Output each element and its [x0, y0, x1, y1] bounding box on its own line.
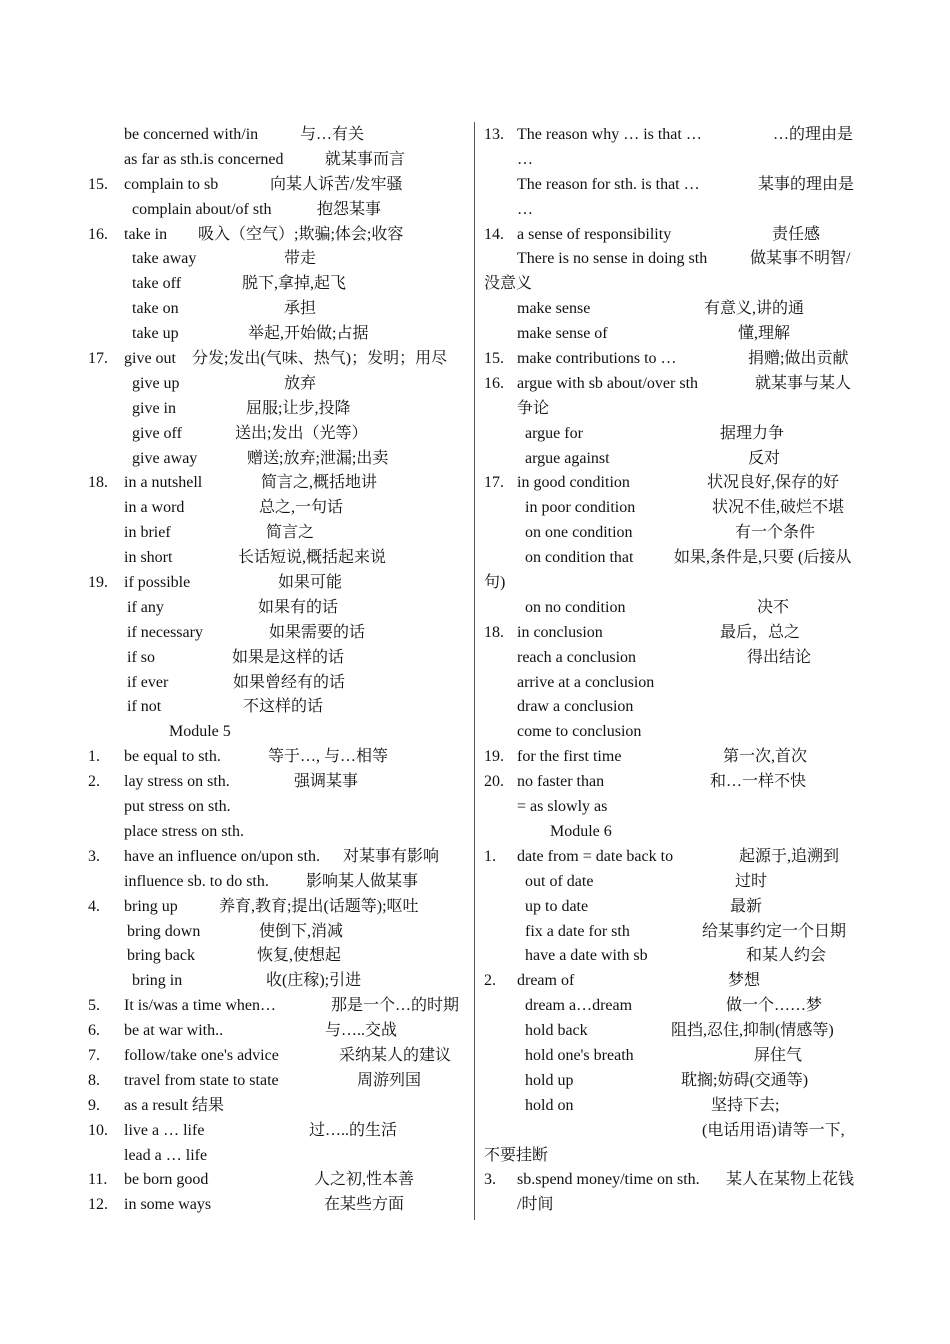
- phrase-text: 争论: [517, 399, 550, 417]
- item-number: 18.: [484, 623, 504, 641]
- item-number: 14.: [484, 225, 504, 243]
- item-number: 3.: [484, 1171, 496, 1189]
- vocab-line: [88, 621, 470, 646]
- phrase-meaning: 人之初,性本善: [314, 1171, 415, 1189]
- vocab-line: [88, 322, 470, 347]
- phrase-meaning: 脱下,拿掉,起飞: [242, 275, 347, 293]
- phrase-meaning: 等于…, 与…相等: [268, 748, 389, 766]
- vocab-line: [88, 272, 470, 297]
- phrase-meaning: 如果曾经有的话: [233, 673, 346, 691]
- phrase-text: arrive at a conclusion: [517, 673, 655, 691]
- phrase-text: take off: [132, 275, 182, 293]
- phrase-text: live a … life: [124, 1121, 205, 1139]
- right-column: [484, 123, 864, 1218]
- phrase-text: in poor condition: [525, 499, 636, 517]
- phrase-meaning: 向某人诉苦/发牢骚: [270, 175, 403, 193]
- phrase-text: if possible: [124, 574, 191, 592]
- phrase-meaning: 放弃: [284, 374, 317, 392]
- vocab-line: [88, 671, 470, 696]
- item-number: 17.: [88, 350, 108, 368]
- vocab-line: [88, 745, 470, 770]
- phrase-meaning: 承担: [284, 300, 317, 318]
- phrase-text: …: [517, 150, 533, 168]
- phrase-meaning: 过时: [735, 872, 768, 890]
- phrase-text: 没意义: [484, 275, 533, 293]
- item-number: 16.: [88, 225, 108, 243]
- item-number: 3.: [88, 847, 100, 865]
- vocab-line: [484, 272, 864, 297]
- phrase-meaning: 最后，总之: [720, 623, 801, 641]
- phrase-meaning: 最新: [730, 897, 763, 915]
- phrase-meaning: 过…..的生活: [309, 1121, 398, 1139]
- item-number: 11.: [88, 1171, 108, 1189]
- phrase-text: lead a … life: [124, 1146, 208, 1164]
- phrase-meaning: 据理力争: [720, 424, 785, 442]
- phrase-text: reach a conclusion: [517, 648, 637, 666]
- vocab-line: [484, 920, 864, 945]
- phrase-text: bring back: [127, 947, 195, 965]
- phrase-text: no faster than: [517, 773, 605, 791]
- phrase-meaning: 屈服;让步,投降: [246, 399, 351, 417]
- phrase-meaning: 得出结论: [747, 648, 812, 666]
- phrase-meaning: 状况良好,保存的好: [707, 474, 840, 492]
- vocab-line: [484, 969, 864, 994]
- phrase-text: on condition that: [525, 549, 634, 567]
- phrase-text: 句): [484, 574, 506, 592]
- phrase-text: in conclusion: [517, 623, 603, 641]
- phrase-meaning: 做一个……梦: [726, 997, 823, 1015]
- item-number: 15.: [484, 350, 504, 368]
- vocab-line: [484, 223, 864, 248]
- vocab-line: [484, 994, 864, 1019]
- vocab-line: [484, 1168, 864, 1193]
- item-number: 12.: [88, 1196, 108, 1214]
- phrase-text: in brief: [124, 524, 171, 542]
- vocab-line: [88, 770, 470, 795]
- phrase-text: date from = date back to: [517, 847, 674, 865]
- vocab-line: [88, 1144, 470, 1169]
- phrase-meaning: 某人在某物上花钱: [726, 1171, 855, 1189]
- vocab-line: [484, 123, 864, 148]
- vocab-line: [484, 1193, 864, 1218]
- phrase-meaning: 给某事约定一个日期: [702, 922, 847, 940]
- phrase-meaning: 收(庄稼);引进: [266, 972, 362, 990]
- phrase-text: if ever: [127, 673, 169, 691]
- phrase-text: out of date: [525, 872, 594, 890]
- vocab-line: [88, 247, 470, 272]
- phrase-text: sb.spend money/time on sth.: [517, 1171, 700, 1189]
- item-number: 1.: [484, 847, 496, 865]
- module-heading: Module 6: [550, 822, 612, 840]
- vocab-line: [88, 870, 470, 895]
- phrase-meaning: 长话短说,概括起来说: [238, 549, 387, 567]
- phrase-meaning: …的理由是: [773, 126, 854, 143]
- phrase-meaning: 阻挡,忍住,抑制(情感等): [671, 1022, 834, 1040]
- item-number: 2.: [88, 773, 100, 791]
- vocab-line: [484, 521, 864, 546]
- vocab-line: [484, 347, 864, 372]
- vocab-line: [484, 621, 864, 646]
- phrase-text: have a date with sb: [525, 947, 648, 965]
- vocab-line: [484, 372, 864, 397]
- phrase-text: The reason why … is that …: [517, 126, 702, 143]
- phrase-text: dream a…dream: [525, 997, 633, 1015]
- phrase-text: give out: [124, 350, 176, 368]
- phrase-meaning: 有一个条件: [735, 524, 816, 542]
- phrase-text: 不要挂断: [484, 1146, 549, 1164]
- phrase-text: up to date: [525, 897, 589, 915]
- vocab-line: [484, 770, 864, 795]
- phrase-meaning: 对某事有影响: [343, 847, 440, 865]
- phrase-text: take in: [124, 225, 168, 243]
- vocab-line: [484, 148, 864, 173]
- vocab-line: [484, 695, 864, 720]
- phrase-meaning: 如果有的话: [258, 598, 339, 616]
- phrase-meaning: 屏住气: [754, 1046, 803, 1064]
- phrase-text: It is/was a time when…: [124, 997, 276, 1015]
- phrase-meaning: 强调某事: [294, 773, 359, 791]
- vocab-line: [484, 795, 864, 820]
- module-heading: Module 5: [169, 723, 231, 741]
- vocab-line: [484, 571, 864, 596]
- phrase-meaning: 恢复,使想起: [257, 947, 342, 965]
- phrase-meaning: 使倒下,消减: [259, 922, 344, 940]
- phrase-text: give off: [132, 424, 182, 442]
- item-number: 10.: [88, 1121, 108, 1139]
- phrase-meaning: 就某事而言: [325, 150, 406, 168]
- phrase-meaning: 梦想: [728, 972, 761, 990]
- item-number: 2.: [484, 972, 496, 990]
- vocab-line: [88, 347, 470, 372]
- item-number: 20.: [484, 773, 504, 791]
- phrase-meaning: 第一次,首次: [723, 748, 808, 766]
- phrase-meaning: 赠送;放弃;泄漏;出卖: [247, 449, 389, 467]
- phrase-text: if any: [127, 598, 164, 616]
- phrase-meaning: 简言之: [266, 524, 315, 542]
- phrase-text: The reason for sth. is that …: [517, 175, 700, 193]
- phrase-meaning: 送出;发出（光等）: [235, 424, 368, 442]
- phrase-text: be concerned with/in: [124, 126, 259, 143]
- phrase-text: There is no sense in doing sth: [517, 250, 708, 268]
- phrase-meaning: 吸入（空气）;欺骗;体会;收容: [198, 225, 404, 243]
- phrase-text: influence sb. to do sth.: [124, 872, 269, 890]
- phrase-meaning: 如果需要的话: [269, 623, 366, 641]
- phrase-meaning: 与…..交战: [325, 1022, 398, 1040]
- phrase-text: take on: [132, 300, 179, 318]
- phrase-text: argue against: [525, 449, 610, 467]
- phrase-meaning: 在某些方面: [324, 1196, 405, 1214]
- vocab-line: [88, 895, 470, 920]
- phrase-meaning: 影响某人做某事: [306, 872, 419, 890]
- item-number: 6.: [88, 1022, 100, 1040]
- vocab-line: [88, 695, 470, 720]
- phrase-text: put stress on sth.: [124, 798, 231, 816]
- phrase-meaning: 与…有关: [300, 126, 365, 143]
- vocab-line: [88, 297, 470, 322]
- phrase-text: hold on: [525, 1096, 574, 1114]
- phrase-meaning: 懂,理解: [738, 325, 791, 343]
- vocab-line: [484, 870, 864, 895]
- item-number: 17.: [484, 474, 504, 492]
- phrase-text: if necessary: [127, 623, 203, 641]
- phrase-meaning: 不这样的话: [243, 698, 324, 716]
- left-column: [88, 123, 470, 1218]
- phrase-text: complain to sb: [124, 175, 219, 193]
- phrase-meaning: 简言之,概括地讲: [261, 474, 378, 492]
- phrase-text: give up: [132, 374, 180, 392]
- vocab-line: [88, 1119, 470, 1144]
- phrase-meaning: 责任感: [772, 225, 821, 243]
- vocab-line: [484, 1144, 864, 1169]
- vocab-line: [484, 1094, 864, 1119]
- vocab-line: [88, 496, 470, 521]
- item-number: 4.: [88, 897, 100, 915]
- vocab-line: [88, 845, 470, 870]
- phrase-text: travel from state to state: [124, 1071, 279, 1089]
- phrase-meaning: 那是一个…的时期: [331, 997, 460, 1015]
- vocab-line: [88, 447, 470, 472]
- phrase-text: fix a date for sth: [525, 922, 630, 940]
- vocab-line: [484, 1069, 864, 1094]
- phrase-text: give away: [132, 449, 198, 467]
- vocab-line: [88, 546, 470, 571]
- phrase-text: bring down: [127, 922, 201, 940]
- vocab-line: [88, 969, 470, 994]
- phrase-text: in a nutshell: [124, 474, 203, 492]
- phrase-meaning: 养育,教育;提出(话题等);呕吐: [219, 897, 419, 915]
- phrase-text: make contributions to …: [517, 350, 677, 368]
- phrase-text: …: [517, 200, 533, 218]
- vocab-line: [484, 397, 864, 422]
- phrase-text: bring up: [124, 897, 178, 915]
- phrase-meaning: 采纳某人的建议: [339, 1046, 452, 1064]
- vocab-line: [88, 397, 470, 422]
- phrase-meaning: 状况不佳,破烂不堪: [712, 499, 845, 517]
- item-number: 1.: [88, 748, 100, 766]
- vocab-line: [88, 1069, 470, 1094]
- vocab-line: [88, 994, 470, 1019]
- vocab-line: [88, 123, 470, 148]
- phrase-text: argue for: [525, 424, 583, 442]
- vocab-line: [484, 1044, 864, 1069]
- item-number: 18.: [88, 474, 108, 492]
- phrase-meaning: 耽搁;妨碍(交通等): [681, 1071, 809, 1089]
- phrase-meaning: 和某人约会: [746, 947, 827, 965]
- phrase-meaning: 如果是这样的话: [232, 648, 345, 666]
- phrase-text: on one condition: [525, 524, 633, 542]
- item-number: 13.: [484, 126, 504, 143]
- phrase-text: = as slowly as: [517, 798, 608, 816]
- column-divider: [474, 122, 475, 1220]
- phrase-meaning: 就某事与某人: [755, 374, 852, 392]
- vocab-line: [88, 372, 470, 397]
- vocab-line: [88, 148, 470, 173]
- phrase-text: draw a conclusion: [517, 698, 634, 716]
- item-number: 19.: [88, 574, 108, 592]
- vocab-line: [484, 471, 864, 496]
- phrase-meaning: 捐赠;做出贡献: [748, 350, 849, 368]
- item-number: 8.: [88, 1071, 100, 1089]
- vocab-line: [484, 646, 864, 671]
- item-number: 7.: [88, 1046, 100, 1064]
- vocab-line: [484, 1119, 864, 1144]
- vocab-line: [88, 173, 470, 198]
- vocab-line: [88, 422, 470, 447]
- phrase-text: be born good: [124, 1171, 209, 1189]
- phrase-text: on no condition: [525, 598, 626, 616]
- vocab-line: [88, 1094, 470, 1119]
- phrase-text: for the first time: [517, 748, 622, 766]
- vocab-line: [484, 198, 864, 223]
- vocab-line: [88, 944, 470, 969]
- vocab-line: [88, 1168, 470, 1193]
- vocab-line: [484, 422, 864, 447]
- phrase-text: /时间: [517, 1196, 554, 1214]
- phrase-text: in a word: [124, 499, 185, 517]
- vocab-line: [88, 720, 470, 745]
- vocab-line: [484, 845, 864, 870]
- vocab-line: [88, 1193, 470, 1218]
- vocab-line: [484, 247, 864, 272]
- phrase-text: take up: [132, 325, 179, 343]
- phrase-text: hold back: [525, 1022, 588, 1040]
- vocab-line: [88, 1019, 470, 1044]
- vocab-line: [484, 671, 864, 696]
- phrase-meaning: 做某事不明智/: [750, 250, 851, 268]
- phrase-meaning: 反对: [748, 449, 781, 467]
- phrase-meaning: 决不: [757, 598, 790, 616]
- item-number: 19.: [484, 748, 504, 766]
- vocab-line: [484, 596, 864, 621]
- phrase-text: give in: [132, 399, 176, 417]
- phrase-text: hold up: [525, 1071, 574, 1089]
- phrase-meaning: 如果可能: [278, 574, 343, 592]
- vocab-line: [484, 895, 864, 920]
- vocab-line: [88, 198, 470, 223]
- phrase-text: bring in: [132, 972, 183, 990]
- vocab-line: [88, 471, 470, 496]
- phrase-text: place stress on sth.: [124, 822, 244, 840]
- phrase-meaning: 坚持下去;: [711, 1096, 780, 1114]
- vocab-line: [88, 521, 470, 546]
- vocab-line: [88, 571, 470, 596]
- item-number: 5.: [88, 997, 100, 1015]
- phrase-meaning: 有意义,讲的通: [704, 300, 805, 318]
- item-number: 15.: [88, 175, 108, 193]
- phrase-meaning: 某事的理由是: [758, 175, 855, 193]
- phrase-text: as a result 结果: [124, 1096, 224, 1114]
- phrase-text: in some ways: [124, 1196, 212, 1214]
- phrase-text: a sense of responsibility: [517, 225, 672, 243]
- vocab-line: [484, 173, 864, 198]
- vocab-line: [88, 596, 470, 621]
- phrase-text: take away: [132, 250, 197, 268]
- phrase-meaning: 抱怨某事: [317, 200, 382, 218]
- vocab-line: [484, 1019, 864, 1044]
- vocab-line: [484, 820, 864, 845]
- phrase-text: make sense of: [517, 325, 608, 343]
- vocab-line: [88, 920, 470, 945]
- phrase-text: be equal to sth.: [124, 748, 221, 766]
- phrase-meaning: 分发;发出(气味、热气)；发明；用尽: [192, 350, 448, 368]
- vocab-line: [484, 496, 864, 521]
- phrase-meaning: 如果,条件是,只要 (后接从: [674, 549, 852, 567]
- phrase-text: follow/take one's advice: [124, 1046, 279, 1064]
- phrase-text: argue with sb about/over sth: [517, 374, 699, 392]
- phrase-text: come to conclusion: [517, 723, 642, 741]
- phrase-text: lay stress on sth.: [124, 773, 230, 791]
- vocab-line: [484, 297, 864, 322]
- phrase-meaning: 带走: [284, 250, 317, 268]
- vocab-line: [88, 795, 470, 820]
- phrase-text: as far as sth.is concerned: [124, 150, 284, 168]
- vocab-line: [88, 646, 470, 671]
- item-number: 9.: [88, 1096, 100, 1114]
- vocab-line: [484, 546, 864, 571]
- vocab-line: [484, 944, 864, 969]
- phrase-meaning: (电话用语)请等一下,: [702, 1121, 845, 1139]
- phrase-text: dream of: [517, 972, 575, 990]
- phrase-text: have an influence on/upon sth.: [124, 847, 320, 865]
- phrase-meaning: 起源于,追溯到: [739, 847, 840, 865]
- vocab-line: [88, 223, 470, 248]
- phrase-text: in good condition: [517, 474, 630, 492]
- phrase-meaning: 举起,开始做;占据: [248, 325, 369, 343]
- phrase-text: if so: [127, 648, 155, 666]
- vocab-line: [484, 447, 864, 472]
- phrase-meaning: 周游列国: [357, 1071, 422, 1089]
- phrase-text: complain about/of sth: [132, 200, 272, 218]
- vocab-line: [484, 745, 864, 770]
- phrase-text: make sense: [517, 300, 591, 318]
- vocab-line: [484, 322, 864, 347]
- vocab-line: [484, 720, 864, 745]
- phrase-meaning: 和…一样不快: [710, 773, 807, 791]
- vocab-line: [88, 820, 470, 845]
- phrase-text: in short: [124, 549, 173, 567]
- phrase-text: hold one's breath: [525, 1046, 634, 1064]
- vocab-line: [88, 1044, 470, 1069]
- item-number: 16.: [484, 374, 504, 392]
- phrase-text: be at war with..: [124, 1022, 224, 1040]
- phrase-meaning: 总之,一句话: [259, 499, 344, 517]
- phrase-text: if not: [127, 698, 162, 716]
